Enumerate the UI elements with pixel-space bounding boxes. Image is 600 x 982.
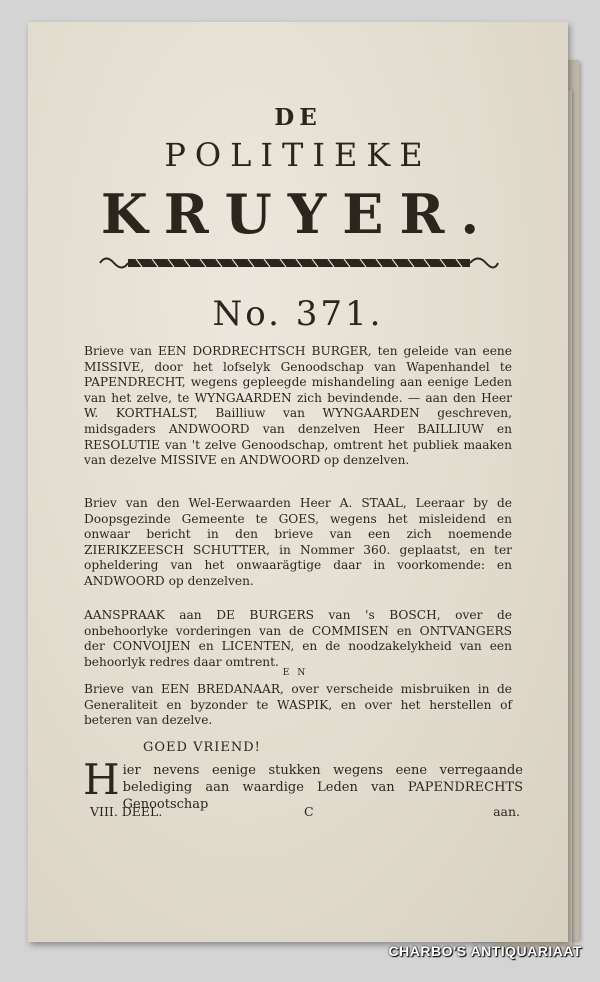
contents-separator: EN bbox=[282, 668, 314, 678]
salutation: GOED VRIEND! bbox=[143, 740, 261, 755]
signature-mark: C bbox=[304, 804, 314, 819]
drop-cap: H bbox=[83, 755, 120, 804]
volume-label: VIII. DEEL. bbox=[90, 804, 163, 819]
dealer-watermark: CHARBO'S ANTIQUARIAAT bbox=[388, 943, 582, 959]
contents-item-2: Briev van den Wel-Eerwaarden Heer A. STAAL, Leeraar by de Doopsgezinde Gemeente te GOES, wegens het misleidend en onwaar bericht in den brieve van een zich noemende ZIERIKZEESCH SCHUTTER, in Nommer 360. geplaatst, en ter opheldering van het onwaarägtige daar in voorkomende: en ANDWOORD op denzelven. bbox=[84, 496, 512, 588]
title-line-1: DE bbox=[274, 104, 322, 131]
title-line-2: POLITIEKE bbox=[164, 136, 432, 174]
document-page bbox=[28, 22, 568, 942]
letter-intro-text: ier nevens eenige stukken wegens eene verregaande belediging aan waardige Leden van PAPENDRECHTS Genootschap bbox=[122, 763, 523, 812]
contents-item-4: Brieve van EEN BREDANAAR, over verscheide misbruiken in de Generaliteit en byzonder te WASPIK, en over het herstellen of beteren van dezelve. bbox=[84, 682, 512, 728]
issue-number: No. 371. bbox=[212, 294, 384, 334]
title-line-3: KRUYER. bbox=[100, 182, 496, 246]
contents-item-3: AANSPRAAK aan DE BURGERS van 's BOSCH, over de onbehoorlyke vorderingen van de COMMISEN en ONTVANGERS der CONVOIJEN en LICENTEN, en de noodzakelykheid van een behoorlyk redres daar omtrent. bbox=[84, 608, 512, 669]
ornamental-rule bbox=[96, 250, 502, 276]
catchword: aan. bbox=[493, 804, 520, 819]
contents-item-1: Brieve van EEN DORDRECHTSCH BURGER, ten geleide van eene MISSIVE, door het lofselyk Genoodschap van Wapenhandel te PAPENDRECHT, wegens gepleegde mishandeling aan eenige Leden van het zelve, te WYNGAARDEN zich bevindende. — aan den Heer W. KORTHALST, Bailliuw van WYNGAARDEN geschreven, midsgaders ANDWOORD van denzelven Heer BAILLIUW en RESOLUTIE van 't zelve Genoodschap, omtrent het publiek maaken van dezelve MISSIVE en ANDWOORD op denzelven. bbox=[84, 344, 512, 468]
